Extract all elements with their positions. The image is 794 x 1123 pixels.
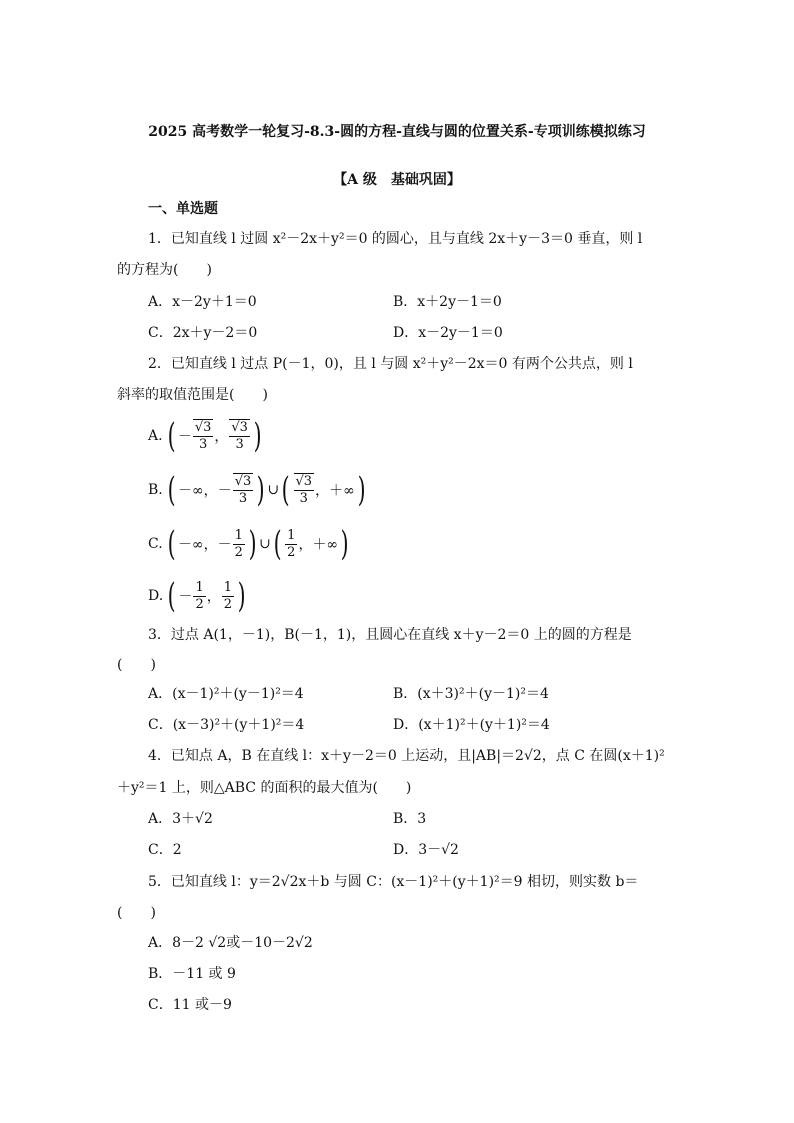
q5-option-b: B．－11 或 9 xyxy=(148,966,236,982)
q4-option-a: A．3＋√2 xyxy=(148,811,213,827)
fraction: $\frac{√3}{3}$ xyxy=(194,420,212,452)
fraction: $\frac{√3}{3}$ xyxy=(234,474,252,506)
q4-option-c: C．2 xyxy=(148,842,182,858)
q3-option-c: C．(x－3)²＋(y＋1)²＝4 xyxy=(148,717,305,733)
fraction: $\frac{1}{2}$ xyxy=(287,527,296,560)
q5-option-c: C．11 或－9 xyxy=(148,997,232,1013)
q3-stem-line1: 3．过点 A(1，－1)，B(－1，1)，且圆心在直线 x＋y－2＝0 上的圆的方程是 xyxy=(148,627,632,643)
fraction: $\frac{1}{2}$ xyxy=(195,579,204,612)
q3-option-b: B．(x＋3)²＋(y－1)²＝4 xyxy=(393,686,549,702)
q3-option-a: A．(x－1)²＋(y－1)²＝4 xyxy=(148,686,304,702)
q5-stem-line1: 5．已知直线 l：y＝2√2x＋b 与圆 C：(x－1)²＋(y＋1)²＝9 相切，则实数 b＝ xyxy=(148,874,639,890)
fraction: $\frac{√3}{3}$ xyxy=(295,474,313,506)
level-heading: 【A 级 基础巩固】 xyxy=(333,172,461,188)
q1-stem-line1: 1．已知直线 l 过圆 x²－2x＋y²＝0 的圆心，且与直线 2x＋y－3＝0 垂直，则 l xyxy=(148,231,643,247)
fraction: $\frac{1}{2}$ xyxy=(234,527,243,560)
q3-option-d: D．(x＋1)²＋(y＋1)²＝4 xyxy=(393,717,550,733)
q4-stem-line1: 4．已知点 A，B 在直线 l：x＋y－2＝0 上运动，且|AB|＝2√2，点 C 在圆(x＋1)² xyxy=(148,748,665,764)
q2-stem-line1: 2．已知直线 l 过点 P(－1，0)，且 l 与圆 x²＋y²－2x＝0 有两个公共点，则 l xyxy=(148,356,633,372)
q2-option-a: A. ( － $\frac{√3}{3}$ ， $\frac{√3}{3}$ ) xyxy=(148,416,262,456)
q1-option-c: C．2x＋y－2＝0 xyxy=(148,325,258,341)
q2-option-b: B. ( －∞， － $\frac{√3}{3}$ ) ∪ ( $\frac{√3}{3}$ ， ＋∞ ) xyxy=(148,470,366,510)
document-title: 2025 高考数学一轮复习-8.3-圆的方程-直线与圆的位置关系-专项训练模拟练习 xyxy=(148,124,646,140)
q1-option-d: D．x－2y－1＝0 xyxy=(393,325,503,341)
q4-option-b: B．3 xyxy=(393,811,427,827)
section-heading: 一、单选题 xyxy=(148,201,218,217)
q2-option-d: D. ( － $\frac{1}{2}$ ， $\frac{1}{2}$ ) xyxy=(148,576,246,616)
fraction: $\frac{1}{2}$ xyxy=(223,579,233,612)
q5-option-a: A．8－2 √2或－10－2√2 xyxy=(148,935,313,951)
q3-stem-line2: ( ) xyxy=(117,657,156,673)
q2-option-c: C. ( －∞， － $\frac{1}{2}$ ) ∪ ( $\frac{1}{2}$ ， ＋∞ ) xyxy=(148,524,349,564)
q4-option-d: D．3－√2 xyxy=(393,842,459,858)
q1-option-b: B．x＋2y－1＝0 xyxy=(393,294,502,310)
q4-stem-line2: ＋y²＝1 上，则△ABC 的面积的最大值为( ) xyxy=(117,780,412,796)
q1-option-a: A．x－2y＋1＝0 xyxy=(148,294,257,310)
q1-stem-line2: 的方程为( ) xyxy=(117,262,212,278)
q5-stem-line2: ( ) xyxy=(117,905,156,921)
fraction: $\frac{√3}{3}$ xyxy=(231,420,248,452)
q2-stem-line2: 斜率的取值范围是( ) xyxy=(117,387,268,403)
